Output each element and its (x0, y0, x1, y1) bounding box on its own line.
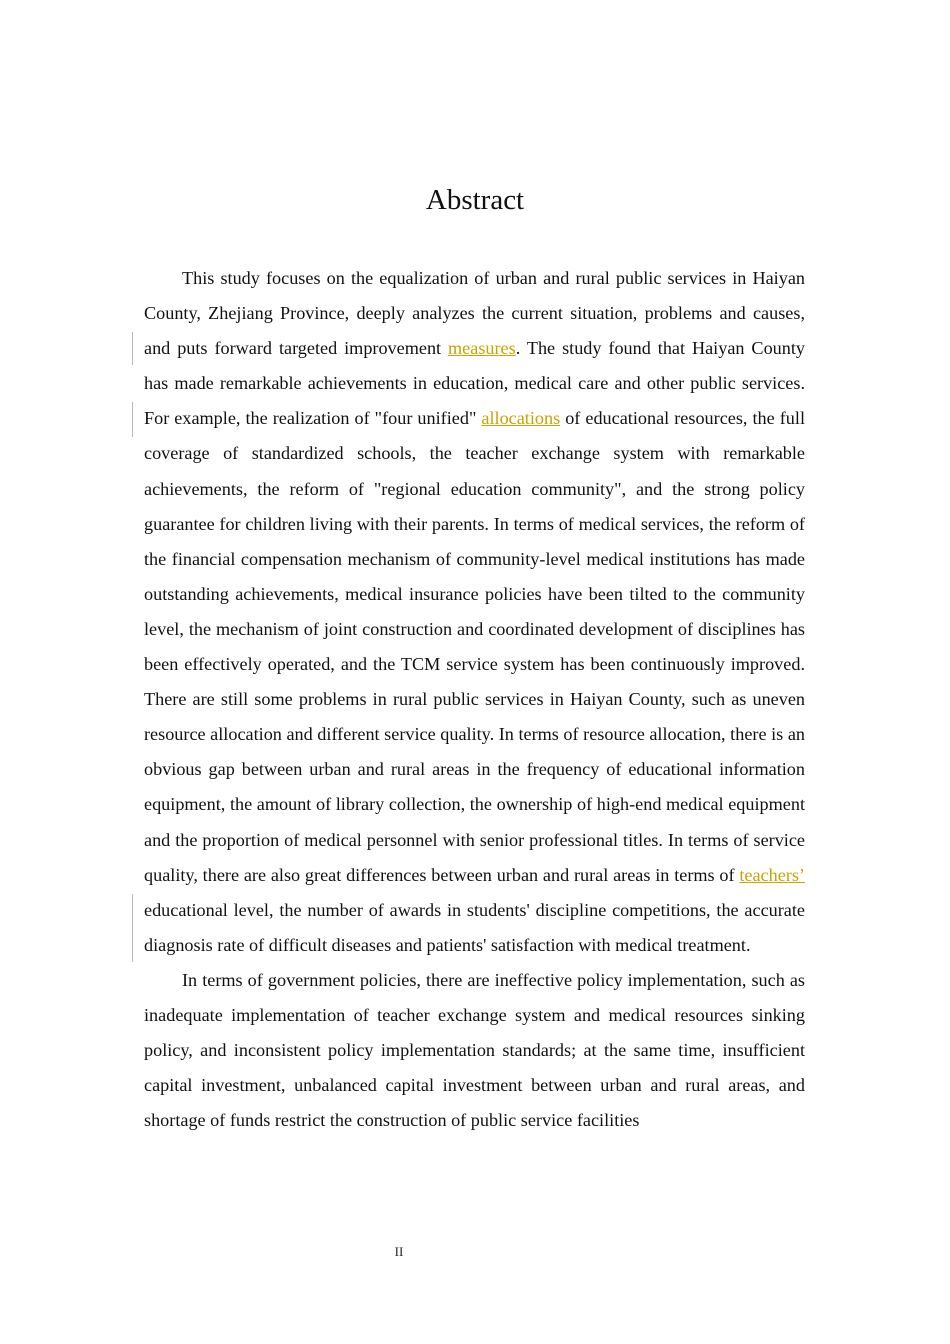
revision-change-bar (132, 332, 133, 365)
page-number: II (394, 1244, 404, 1259)
abstract-paragraph (144, 261, 805, 963)
paragraph-text: In terms of government policies, there are ineffective policy implementation, such as inadequate implementation of teacher exchange system and medical resources sinking policy, and inconsistent policy implementation standards; at the same time, insufficient capital investment, unbalanced capital investment between urban and rural areas, and shortage of funds restrict the construction of public service facilities (144, 969, 805, 1131)
page-title: Abstract (425, 184, 525, 216)
paragraph-text: educational level, the number of awards in students' discipline competitions, the accurate diagnosis rate of difficult diseases and patients' satisfaction with medical treatment. (144, 899, 805, 955)
tracked-change-insertion[interactable]: teachers’ (739, 864, 805, 885)
abstract-paragraph (144, 963, 805, 1138)
tracked-change-insertion[interactable]: allocations (481, 408, 561, 429)
abstract-body (144, 261, 805, 1138)
paragraph-text: . The study found that Haiyan County has made remarkable achievements in education, medical care and other public services. For example, the realization of "four unified" (144, 338, 805, 429)
tracked-change-insertion[interactable]: measures (448, 338, 516, 359)
revision-change-bar (132, 894, 133, 962)
paragraph-text: This study focuses on the equalization of urban and rural public services in Haiyan County, Zhejiang Province, deeply analyzes the current situation, problems and causes, and puts forward targeted improvement (144, 268, 805, 359)
paragraph-text: of educational resources, the full coverage of standardized schools, the teacher exchange system with remarkable achievements, the reform of "regional education community", and the strong policy guarantee for children living with their parents. In terms of medical services, the reform of the financial compensation mechanism of community-level medical institutions has made outstanding achievements, medical insurance policies have been tilted to the community level, the mechanism of joint construction and coordinated development of disciplines has been effectively operated, and the TCM service system has been continuously improved. There are still some problems in rural public services in Haiyan County, such as uneven resource allocation and different service quality. In terms of resource allocation, there is an obvious gap between urban and rural areas in the frequency of educational information equipment, the amount of library collection, the ownership of high-end medical equipment and the proportion of medical personnel with senior professional titles. In terms of service quality, there are also great differences between urban and rural areas in terms of (144, 408, 805, 885)
revision-change-bar (132, 402, 133, 437)
